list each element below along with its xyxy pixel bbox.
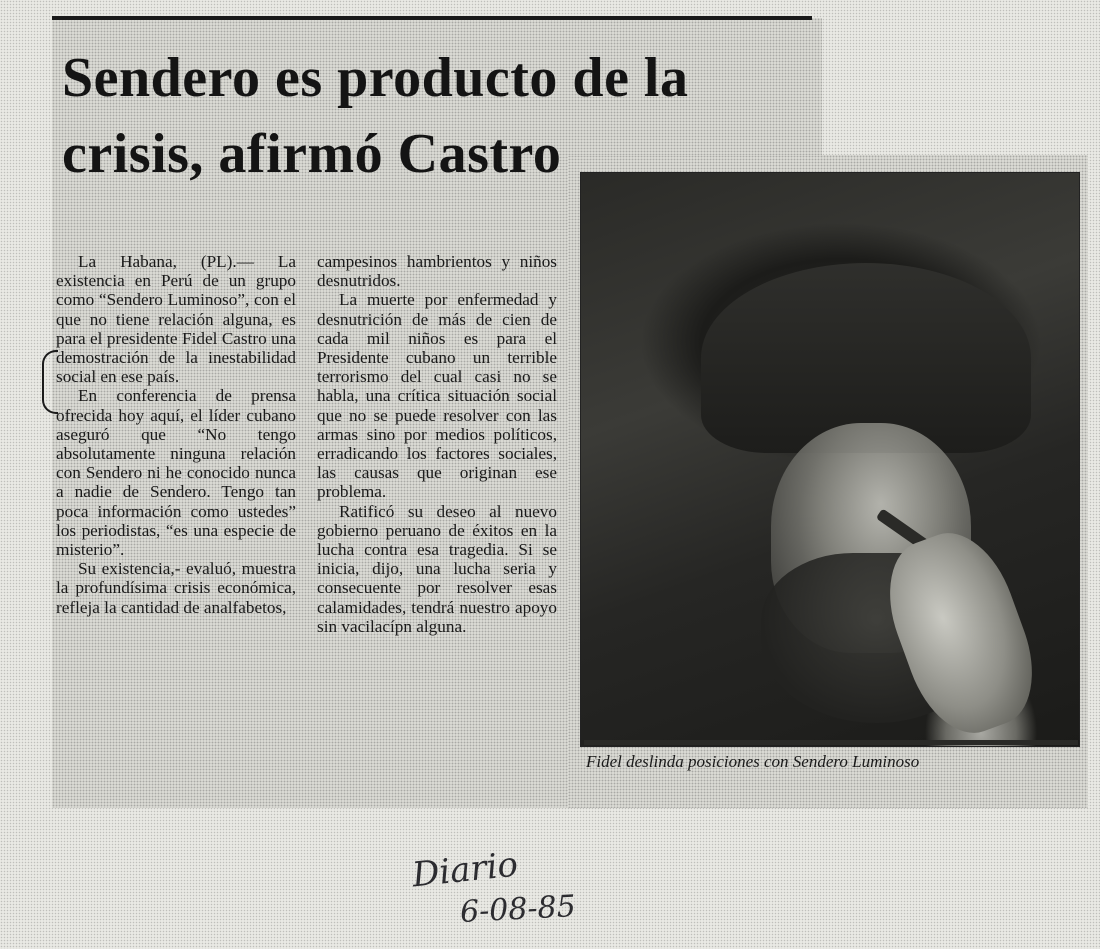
photo-bottom-edge [584, 740, 1078, 745]
article-column-2 [317, 252, 557, 636]
photo-caption: Fidel deslinda posiciones con Sendero Luminoso [586, 752, 920, 771]
portrait-photo [580, 172, 1080, 747]
handwritten-source-note: Diario [410, 844, 520, 896]
paragraph: Su existencia,- evaluó, muestra la profundísima crisis económica, refleja la cantidad de analfabetos, [56, 559, 296, 617]
paragraph: campesinos hambrientos y niños desnutridos. [317, 252, 557, 291]
paragraph: Ratificó su deseo al nuevo gobierno peruano de éxitos en la lucha contra esa tragedia. Si se inicia, dijo, una lucha seria y consecuente por resolver esas calamidades, tendrá nuestro apoyo sin vacilacípn alguna. [317, 501, 557, 636]
paragraph: La muerte por enfermedad y desnutrición de más de cien de cada mil niños es para el Presidente cubano un terrible terrorismo del cual casi no se habla, una crítica situación social que no se puede resolver con las armas sino por medios políticos, erradicando los factores sociales, las causas que originan ese problema. [317, 290, 557, 502]
paragraph: La Habana, (PL).— La existencia en Perú de un grupo como “Sendero Luminoso”, con el que no tiene relación alguna, es para el presidente Fidel Castro una demostración de la inestabilidad social en ese país. [56, 252, 296, 387]
paragraph: En conferencia de prensa ofrecida hoy aquí, el líder cubano aseguró que “No tengo absolutamente ninguna relación con Sendero ni he conocido nunca a nadie de Sendero. Tengo tan poca información como ustedes” los periodistas, “es una especie de misterio”. [56, 386, 296, 560]
headline: Sendero es producto de la crisis, afirmó Castro [62, 47, 689, 185]
top-rule [52, 16, 812, 20]
article-column-1 [56, 252, 296, 617]
handwritten-date-note: 6-08-85 [459, 888, 577, 931]
